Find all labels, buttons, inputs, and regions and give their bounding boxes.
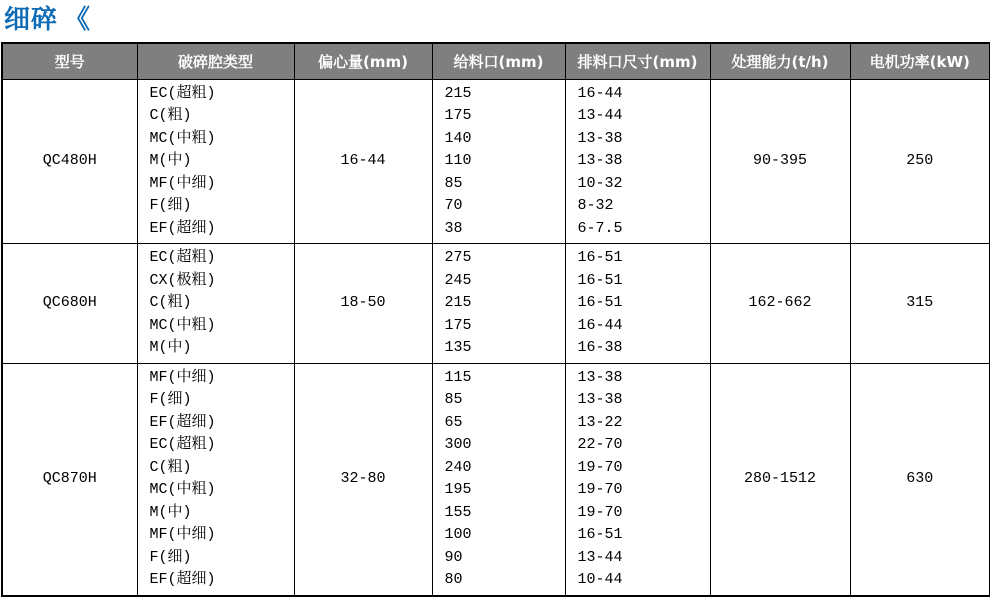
table-row-qc680h	[2, 244, 990, 364]
cell-line: EF(超细)	[149, 571, 216, 588]
cell-line: C(粗)	[149, 107, 192, 124]
discharge-size-cell	[565, 244, 710, 364]
cell-line: 19-70	[577, 481, 623, 498]
motor-power-cell	[850, 244, 990, 364]
cell-line: 19-70	[577, 458, 623, 476]
eccentricity-cell	[294, 363, 432, 596]
cell-line: M(中)	[149, 339, 192, 356]
cell-line: 115	[444, 368, 472, 386]
cell-line: 8-32	[577, 197, 614, 214]
col-header-motor-power: 电机功率(kW)	[850, 43, 990, 79]
capacity-value: 162-662	[748, 294, 812, 311]
cell-line: 13-38	[577, 129, 623, 147]
cell-line: 140	[444, 129, 472, 147]
table-row-qc870h	[2, 363, 990, 596]
cell-line: F(细)	[149, 391, 192, 408]
cell-line: 100	[444, 526, 472, 543]
capacity-value: 280-1512	[743, 469, 816, 487]
cell-line: 10-44	[577, 571, 623, 588]
cell-line: 16-51	[577, 526, 623, 543]
model-value: QC870H	[42, 469, 97, 487]
cell-line: 70	[444, 197, 463, 214]
cell-line: 13-44	[577, 548, 623, 566]
cell-line: 80	[444, 571, 463, 588]
motor-power-value: 250	[906, 152, 934, 169]
cell-line: C(粗)	[149, 458, 192, 476]
cell-line: 215	[444, 84, 472, 102]
cell-line: 13-38	[577, 152, 623, 169]
capacity-cell	[710, 363, 850, 596]
feed-opening-cell	[432, 244, 565, 364]
header-row	[2, 43, 990, 79]
cell-line: MC(中粗)	[149, 129, 216, 147]
col-header-discharge-size: 排料口尺寸(mm)	[565, 43, 710, 79]
cell-line: 110	[444, 152, 472, 169]
cell-line: 275	[444, 249, 472, 266]
col-header-cavity-type: 破碎腔类型	[137, 43, 294, 79]
cell-line: 16-51	[577, 271, 623, 289]
cell-line: 65	[444, 413, 463, 431]
capacity-cell	[710, 244, 850, 364]
cell-line: 175	[444, 107, 472, 124]
cell-line: 13-44	[577, 107, 623, 124]
cavity-types-cell	[137, 79, 294, 244]
motor-power-cell	[850, 79, 990, 244]
feed-opening-cell	[432, 363, 565, 596]
cell-line: F(细)	[149, 197, 192, 214]
cell-line: 85	[444, 174, 463, 192]
discharge-size-cell	[565, 79, 710, 244]
col-header-eccentricity: 偏心量(mm)	[294, 43, 432, 79]
cell-line: EC(超粗)	[149, 249, 216, 266]
cell-line: 195	[444, 481, 472, 498]
cell-line: EC(超粗)	[149, 436, 216, 453]
cell-line: M(中)	[149, 503, 192, 521]
crusher-spec-table	[1, 42, 990, 597]
cell-line: 16-38	[577, 339, 623, 356]
cell-line: 16-44	[577, 84, 623, 102]
eccentricity-cell	[294, 79, 432, 244]
col-header-model: 型号	[2, 43, 137, 79]
cavity-types-cell	[137, 363, 294, 596]
feed-opening-cell	[432, 79, 565, 244]
cell-line: MF(中细)	[149, 526, 216, 543]
table-row-qc480h	[2, 79, 990, 244]
cell-line: 13-38	[577, 391, 623, 408]
cell-line: 300	[444, 436, 472, 453]
col-header-feed-opening: 给料口(mm)	[432, 43, 565, 79]
cavity-types-cell	[137, 244, 294, 364]
cell-line: 16-51	[577, 294, 623, 311]
cell-line: EC(超粗)	[149, 84, 216, 102]
cell-line: F(细)	[149, 548, 192, 566]
capacity-cell	[710, 79, 850, 244]
cell-line: EF(超细)	[149, 413, 216, 431]
cell-line: 135	[444, 339, 472, 356]
cell-line: 215	[444, 294, 472, 311]
cell-line: M(中)	[149, 152, 192, 169]
eccentricity-cell	[294, 244, 432, 364]
eccentricity-value: 32-80	[340, 469, 386, 487]
cell-line: 13-38	[577, 368, 623, 386]
motor-power-value: 630	[906, 469, 934, 487]
page-title	[4, 4, 990, 42]
cell-line: 16-51	[577, 249, 623, 266]
model-value: QC480H	[42, 152, 97, 169]
motor-power-value: 315	[906, 294, 934, 311]
cell-line: 85	[444, 391, 463, 408]
model-value: QC680H	[42, 294, 97, 311]
eccentricity-value: 18-50	[340, 294, 386, 311]
title-guillemet-mark: 《	[64, 5, 92, 35]
cell-line: 155	[444, 503, 472, 521]
cell-line: MF(中细)	[149, 368, 216, 386]
capacity-value: 90-395	[752, 152, 807, 169]
cell-line: MF(中细)	[149, 174, 216, 192]
cell-line: 19-70	[577, 503, 623, 521]
cell-line: 16-44	[577, 316, 623, 334]
cell-line: MC(中粗)	[149, 316, 216, 334]
cell-line: 22-70	[577, 436, 623, 453]
model-cell	[2, 79, 137, 244]
discharge-size-cell	[565, 363, 710, 596]
cell-line: CX(极粗)	[149, 271, 216, 289]
cell-line: MC(中粗)	[149, 481, 216, 498]
cell-line: 6-7.5	[577, 219, 623, 237]
cell-line: 90	[444, 548, 463, 566]
motor-power-cell	[850, 363, 990, 596]
cell-line: 175	[444, 316, 472, 334]
eccentricity-value: 16-44	[340, 152, 386, 169]
cell-line: C(粗)	[149, 294, 192, 311]
page-title-text: 细碎	[4, 5, 59, 35]
cell-line: 240	[444, 458, 472, 476]
cell-line: 245	[444, 271, 472, 289]
col-header-capacity: 处理能力(t/h)	[710, 43, 850, 79]
cell-line: EF(超细)	[149, 219, 216, 237]
cell-line: 38	[444, 219, 463, 237]
model-cell	[2, 244, 137, 364]
cell-line: 10-32	[577, 174, 623, 192]
cell-line: 13-22	[577, 413, 623, 431]
model-cell	[2, 363, 137, 596]
